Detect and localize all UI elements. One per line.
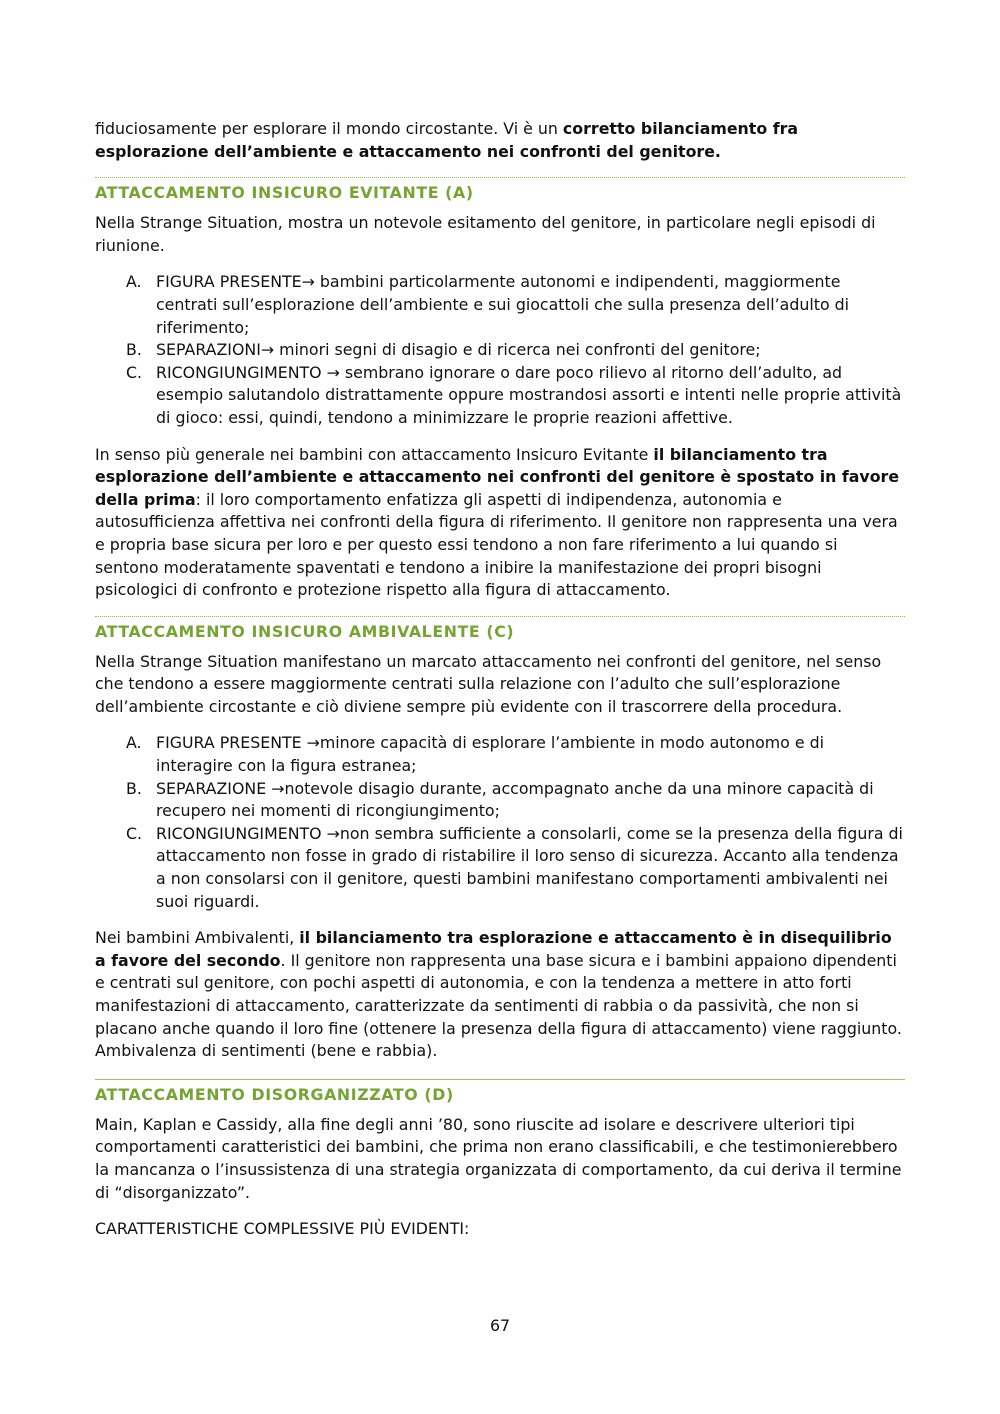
list-marker: A.	[126, 272, 142, 292]
section-divider	[95, 616, 905, 617]
section-c-summary	[95, 927, 905, 1063]
list-item-text: SEPARAZIONI→ minori segni di disagio e di ricerca nei confronti del genitore;	[156, 340, 761, 360]
section-heading-disorganizzato: ATTACCAMENTO DISORGANIZZATO (D)	[95, 1084, 454, 1104]
list-marker: C.	[126, 362, 143, 382]
summary-text: : il loro comportamento enfatizza gli aspetti di indipendenza, autonomia e autosufficienza affettiva nei confronti della figura di riferimento. Il genitore non rappresenta una vera e propria base sicura per loro e per questo essi tendono a non fare riferimento a lui quando si sentono moderatamente spaventati e tendono a inibire la manifestazione dei propri bisogni psicologici di confronto e protezione rispetto alla figura di attaccamento.	[95, 489, 898, 600]
list-item	[95, 339, 905, 362]
section-divider	[95, 177, 905, 178]
intro-text: fiduciosamente per esplorare il mondo circostante. Vi è un	[95, 119, 563, 138]
list-item-text: FIGURA PRESENTE →minore capacità di esplorare l’ambiente in modo autonomo e di interagire con la figura estranea;	[156, 733, 825, 776]
list-item-text: RICONGIUNGIMENTO →non sembra sufficiente a consolarli, come se la presenza della figura di attaccamento non fosse in grado di ristabilire il loro senso di sicurezza. Accanto alla tendenza a non consolarsi con il genitore, questi bambini manifestano comportamenti ambivalenti nei suoi riguardi.	[156, 823, 903, 911]
list-item	[95, 271, 905, 339]
list-item	[95, 732, 905, 777]
list-item-text: SEPARAZIONE →notevole disagio durante, accompagnato anche da una minore capacità di recupero nei momenti di ricongiungimento;	[156, 778, 874, 821]
list-item-text: FIGURA PRESENTE→ bambini particolarmente autonomi e indipendenti, maggiormente centrati sull’esplorazione dell’ambiente e sui giocattoli che sulla presenza dell’adulto di riferimento;	[156, 272, 850, 337]
summary-text: . Il genitore non rappresenta una base sicura e i bambini appaiono dipendenti e centrati sul genitore, con pochi aspetti di autonomia, e con la tendenza a mettere in atto forti manifestazioni di attaccamento, caratterizzate da sentimenti di rabbia o da passività, che non si placano anche quando il loro fine (ottenere la presenza della figura di attaccamento) viene raggiunto. Ambivalenza di sentimenti (bene e rabbia).	[95, 950, 902, 1061]
list-item	[95, 362, 905, 430]
section-c-intro: Nella Strange Situation manifestano un marcato attaccamento nei confronti del genitore, nel senso che tendono a essere maggiormente centrati sulla relazione con l’adulto che sull’esplorazione dell’ambiente circostante e ciò diviene sempre più evidente con il trascorrere della procedura.	[95, 651, 882, 716]
list-marker: C.	[126, 823, 143, 843]
section-a-intro: Nella Strange Situation, mostra un notevole esitamento del genitore, in particolare negli episodi di riunione.	[95, 213, 876, 255]
section-a-summary	[95, 444, 905, 602]
section-heading-ambivalente: ATTACCAMENTO INSICURO AMBIVALENTE (C)	[95, 621, 515, 641]
section-d-subheading: CARATTERISTICHE COMPLESSIVE PIÙ EVIDENTI:	[95, 1219, 470, 1239]
page-number: 67	[489, 1316, 511, 1335]
section-d-intro: Main, Kaplan e Cassidy, alla fine degli anni ’80, sono riuscite ad isolare e descrivere ulteriori tipi comportamenti caratteristici dei bambini, che prima non erano classificabili, e che testimonierebbero la mancanza o l’insussistenza di una strategia organizzata di comportamento, da cui deriva il termine di “disorganizzato”.	[95, 1114, 902, 1202]
summary-bold-text: il bilanciamento tra esplorazione dell’ambiente e attaccamento nei confronti del genitore è spostato in favore della prima	[95, 444, 900, 509]
section-rule	[95, 1079, 905, 1080]
list-marker: A.	[126, 733, 142, 753]
document-page	[95, 118, 905, 1255]
list-marker: B.	[126, 340, 142, 360]
section-a-list	[95, 271, 905, 429]
list-item	[95, 823, 905, 913]
section-heading-evitante: ATTACCAMENTO INSICURO EVITANTE (A)	[95, 183, 474, 203]
summary-text: Nei bambini Ambivalenti,	[95, 928, 300, 948]
intro-paragraph	[95, 118, 905, 163]
summary-text: In senso più generale nei bambini con attaccamento Insicuro Evitante	[95, 444, 654, 464]
section-c-list	[95, 732, 905, 913]
list-item-text: RICONGIUNGIMENTO → sembrano ignorare o dare poco rilievo al ritorno dell’adulto, ad esempio salutandolo distrattamente oppure mostrandosi assorti e intenti nelle proprie attività di gioco: essi, quindi, tendono a minimizzare le proprie reazioni affettive.	[156, 362, 902, 427]
intro-bold-text: corretto bilanciamento fra esplorazione dell’ambiente e attaccamento nei confronti del genitore.	[95, 119, 799, 161]
list-marker: B.	[126, 778, 142, 798]
list-item	[95, 778, 905, 823]
summary-bold-text: il bilanciamento tra esplorazione e attaccamento è in disequilibrio a favore del secondo	[95, 928, 892, 970]
